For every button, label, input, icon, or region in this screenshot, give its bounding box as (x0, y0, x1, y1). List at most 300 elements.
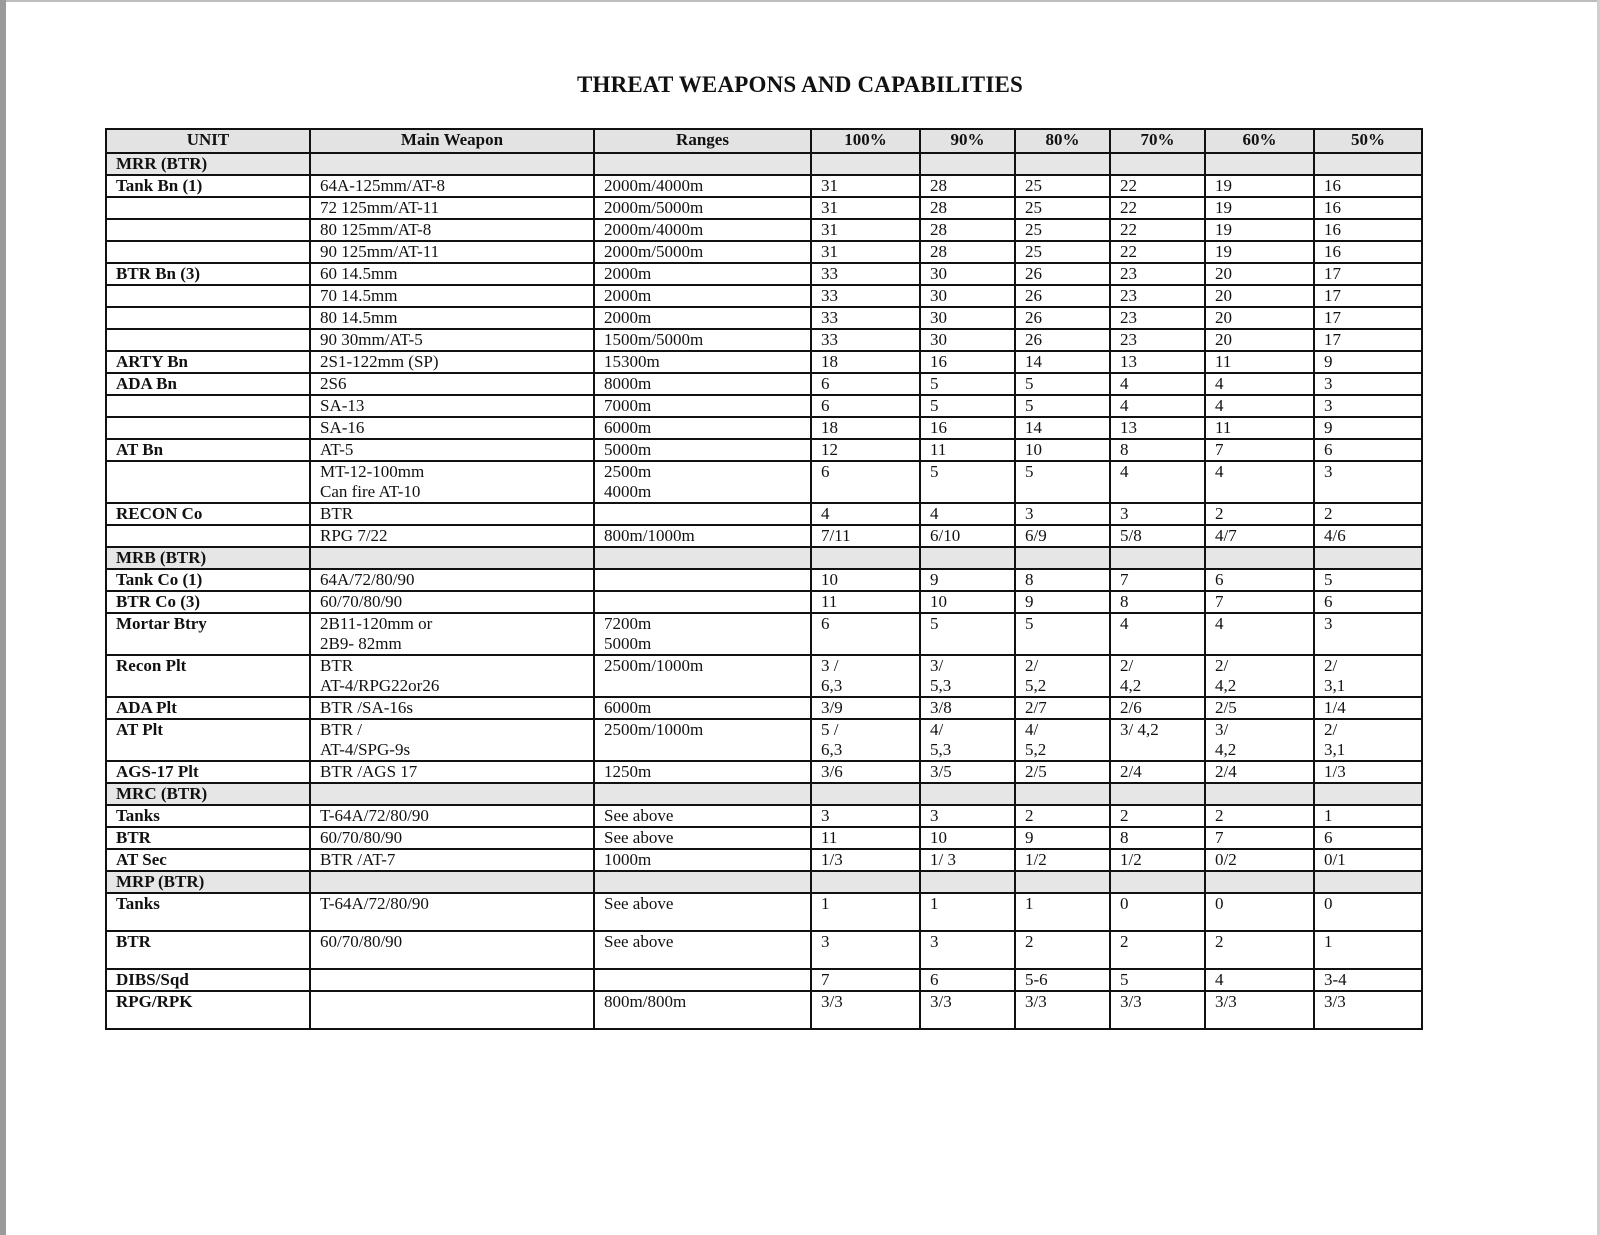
value-cell-line: 3,1 (1324, 676, 1346, 695)
value-cell (1110, 893, 1205, 931)
value-cell (1205, 827, 1314, 849)
range-cell-line: 2500m (604, 462, 652, 481)
range-cell-line: 2000m/4000m (604, 220, 704, 239)
value-cell-line: 2/4 (1120, 762, 1142, 781)
section-row (106, 871, 1422, 893)
range-cell (594, 525, 811, 547)
value-cell-line: 31 (821, 198, 838, 217)
value-cell (1015, 417, 1110, 439)
weapon-cell (310, 655, 594, 697)
value-cell-line: 16 (1324, 242, 1341, 261)
value-cell-line: 8 (1120, 828, 1129, 847)
value-cell-line: 23 (1120, 286, 1137, 305)
value-cell (1205, 991, 1314, 1029)
value-cell (1205, 655, 1314, 697)
weapon-cell-line: 2B9- 82mm (320, 634, 402, 653)
section-empty-cell (920, 783, 1015, 805)
page-title: THREAT WEAPONS AND CAPABILITIES (576, 72, 1024, 97)
value-cell-line: 4/7 (1215, 526, 1237, 545)
value-cell-line: 16 (1324, 198, 1341, 217)
unit-cell (106, 241, 310, 263)
range-cell (594, 503, 811, 525)
range-cell-line: 2000m (604, 308, 652, 327)
value-cell-line: 4 (1120, 614, 1129, 633)
value-cell-line: 5,3 (930, 740, 952, 759)
weapon-cell-line: MT-12-100mm (320, 462, 425, 481)
value-cell-line: 4 (930, 504, 939, 523)
unit-cell: DIBS/Sqd (106, 969, 310, 991)
value-cell (920, 175, 1015, 197)
value-cell-line: 4 (1215, 970, 1224, 989)
weapon-cell (310, 439, 594, 461)
value-cell (1015, 241, 1110, 263)
table-row (106, 849, 1422, 871)
value-cell (811, 351, 920, 373)
range-cell (594, 969, 811, 991)
value-cell (1110, 761, 1205, 783)
value-cell-line: 22 (1120, 198, 1137, 217)
range-cell (594, 329, 811, 351)
value-cell (811, 655, 920, 697)
value-cell-line: 9 (1025, 828, 1034, 847)
value-cell (1110, 417, 1205, 439)
value-cell-line: 17 (1324, 330, 1341, 349)
unit-cell: AGS-17 Plt (106, 761, 310, 783)
section-empty-cell (594, 547, 811, 569)
value-cell (1110, 849, 1205, 871)
weapon-cell-line: 60/70/80/90 (320, 828, 403, 847)
range-cell-line: 2000m (604, 286, 652, 305)
value-cell-line: 31 (821, 242, 838, 261)
value-cell-line: 17 (1324, 264, 1341, 283)
weapon-cell (310, 697, 594, 719)
value-cell-line: 3 (1324, 374, 1333, 393)
section-empty-cell (1110, 871, 1205, 893)
value-cell (1205, 719, 1314, 761)
range-cell-line: See above (604, 932, 674, 951)
value-cell-line: 7 (1215, 828, 1224, 847)
weapon-cell (310, 805, 594, 827)
value-cell-line: 0/2 (1215, 850, 1237, 869)
value-cell-line: 6 (930, 970, 939, 989)
value-cell-line: 18 (821, 352, 838, 371)
value-cell-line: 4 (1120, 374, 1129, 393)
value-cell-line: 2/ (1120, 656, 1134, 675)
value-cell (811, 931, 920, 969)
table-row (106, 241, 1422, 263)
range-cell-line: 1000m (604, 850, 652, 869)
value-cell (920, 719, 1015, 761)
value-cell (1015, 849, 1110, 871)
weapon-cell-line: AT-4/SPG-9s (320, 740, 411, 759)
value-cell-line: 19 (1215, 176, 1232, 195)
value-cell (1110, 569, 1205, 591)
value-cell-line: 23 (1120, 264, 1137, 283)
value-cell-line: 0 (1324, 894, 1333, 913)
value-cell-line: 2/6 (1120, 698, 1142, 717)
value-cell (1015, 461, 1110, 503)
value-cell (1110, 827, 1205, 849)
range-cell-line: 800m/800m (604, 992, 687, 1011)
table-row (106, 197, 1422, 219)
range-cell (594, 175, 811, 197)
value-cell (1205, 761, 1314, 783)
section-empty-cell (594, 871, 811, 893)
value-cell (920, 219, 1015, 241)
section-empty-cell (1314, 153, 1422, 175)
weapon-cell-line: SA-16 (320, 418, 365, 437)
value-cell-line: 26 (1025, 264, 1042, 283)
section-empty-cell (1314, 783, 1422, 805)
range-cell-line: 2000m/5000m (604, 198, 704, 217)
weapon-cell-line: T-64A/72/80/90 (320, 806, 429, 825)
value-cell-line: 1/3 (1324, 762, 1346, 781)
value-cell-line: 11 (1215, 418, 1232, 437)
table-row (106, 827, 1422, 849)
unit-cell: Tank Bn (1) (106, 175, 310, 197)
table-row (106, 613, 1422, 655)
value-cell (1205, 417, 1314, 439)
weapon-cell-line: Can fire AT-10 (320, 482, 421, 501)
weapon-cell (310, 525, 594, 547)
range-cell-line: 7000m (604, 396, 652, 415)
value-cell (811, 197, 920, 219)
table-row (106, 719, 1422, 761)
value-cell-line: 17 (1324, 286, 1341, 305)
weapon-cell-line: BTR (320, 656, 354, 675)
unit-cell: ADA Plt (106, 697, 310, 719)
value-cell (1205, 285, 1314, 307)
table-row (106, 591, 1422, 613)
value-cell-line: 7 (1215, 440, 1224, 459)
range-cell-line: 6000m (604, 698, 652, 717)
value-cell-line: 4/ (930, 720, 944, 739)
unit-cell: Tanks (106, 893, 310, 931)
section-empty-cell (310, 783, 594, 805)
value-cell-line: 23 (1120, 308, 1137, 327)
value-cell-line: 28 (930, 176, 947, 195)
value-cell-line: 10 (821, 570, 838, 589)
value-cell (1110, 613, 1205, 655)
range-cell (594, 655, 811, 697)
value-cell-line: 25 (1025, 220, 1042, 239)
value-cell-line: 28 (930, 220, 947, 239)
value-cell-line: 3/8 (930, 698, 952, 717)
value-cell-line: 5/8 (1120, 526, 1142, 545)
value-cell (811, 285, 920, 307)
value-cell (1110, 241, 1205, 263)
value-cell (1015, 591, 1110, 613)
unit-cell: RPG/RPK (106, 991, 310, 1029)
value-cell (1314, 329, 1422, 351)
unit-cell (106, 417, 310, 439)
value-cell (1314, 719, 1422, 761)
value-cell-line: 6 (821, 614, 830, 633)
value-cell (1015, 329, 1110, 351)
value-cell (1205, 175, 1314, 197)
value-cell-line: 5,3 (930, 676, 952, 695)
value-cell-line: 8 (1120, 440, 1129, 459)
value-cell (811, 591, 920, 613)
value-cell (920, 439, 1015, 461)
value-cell (1205, 351, 1314, 373)
value-cell (920, 525, 1015, 547)
unit-cell (106, 329, 310, 351)
value-cell-line: 11 (1215, 352, 1232, 371)
value-cell (1110, 329, 1205, 351)
value-cell-line: 3/3 (1215, 992, 1237, 1011)
table-row (106, 655, 1422, 697)
range-cell-line: 1250m (604, 762, 652, 781)
table-row (106, 569, 1422, 591)
weapon-cell (310, 175, 594, 197)
weapon-cell (310, 329, 594, 351)
value-cell (1110, 969, 1205, 991)
value-cell (1110, 591, 1205, 613)
value-cell-line: 3 (1324, 614, 1333, 633)
value-cell-line: 2 (1025, 806, 1034, 825)
value-cell (1205, 307, 1314, 329)
weapon-cell-line: 2S1-122mm (SP) (320, 352, 439, 371)
value-cell (920, 969, 1015, 991)
unit-cell: BTR Bn (3) (106, 263, 310, 285)
range-cell-line: 5000m (604, 634, 652, 653)
value-cell-line: 5 (1025, 614, 1034, 633)
value-cell (811, 525, 920, 547)
unit-cell: AT Sec (106, 849, 310, 871)
weapon-cell (310, 893, 594, 931)
value-cell-line: 2/ (1025, 656, 1039, 675)
weapon-cell-line: 2B11-120mm or (320, 614, 433, 633)
value-cell (920, 417, 1015, 439)
value-cell-line: 9 (1324, 352, 1333, 371)
value-cell-line: 3 (821, 806, 830, 825)
value-cell-line: 20 (1215, 264, 1232, 283)
section-empty-cell (811, 547, 920, 569)
value-cell-line: 2/4 (1215, 762, 1237, 781)
header-main-weapon: Main Weapon (310, 129, 594, 153)
value-cell (811, 613, 920, 655)
value-cell-line: 2/ (1324, 720, 1338, 739)
value-cell-line: 5 (930, 374, 939, 393)
value-cell-line: 19 (1215, 220, 1232, 239)
unit-cell (106, 285, 310, 307)
section-label: MRC (BTR) (106, 783, 310, 805)
value-cell-line: 4 (821, 504, 830, 523)
value-cell-line: 6,3 (821, 676, 843, 695)
value-cell (1314, 525, 1422, 547)
value-cell (1015, 263, 1110, 285)
value-cell (1205, 503, 1314, 525)
value-cell (1015, 373, 1110, 395)
weapon-cell-line: BTR /SA-16s (320, 698, 414, 717)
value-cell-line: 3/5 (930, 762, 952, 781)
value-cell-line: 5,2 (1025, 676, 1047, 695)
value-cell-line: 3/ (930, 656, 944, 675)
value-cell-line: 19 (1215, 242, 1232, 261)
value-cell-line: 3,1 (1324, 740, 1346, 759)
weapon-cell-line: T-64A/72/80/90 (320, 894, 429, 913)
value-cell (811, 395, 920, 417)
value-cell-line: 3 (821, 932, 830, 951)
value-cell (920, 263, 1015, 285)
range-cell-line: 2000m/5000m (604, 242, 704, 261)
weapon-cell (310, 197, 594, 219)
value-cell-line: 5 (930, 396, 939, 415)
value-cell-line: 3/3 (1025, 992, 1047, 1011)
value-cell-line: 3-4 (1324, 970, 1347, 989)
value-cell (1110, 991, 1205, 1029)
value-cell (811, 761, 920, 783)
value-cell (1110, 307, 1205, 329)
weapon-cell-line: 64A-125mm/AT-8 (320, 176, 445, 195)
table-row (106, 697, 1422, 719)
value-cell-line: 9 (1025, 592, 1034, 611)
weapon-cell-line: 80 14.5mm (320, 308, 398, 327)
value-cell (811, 439, 920, 461)
value-cell (1314, 761, 1422, 783)
value-cell-line: 3/3 (930, 992, 952, 1011)
value-cell-line: 4/6 (1324, 526, 1346, 545)
value-cell (1015, 969, 1110, 991)
value-cell-line: 31 (821, 220, 838, 239)
table-row (106, 263, 1422, 285)
table-row (106, 461, 1422, 503)
table-row (106, 175, 1422, 197)
weapon-cell-line: AT-5 (320, 440, 354, 459)
value-cell-line: 5 (1025, 396, 1034, 415)
table-row (106, 525, 1422, 547)
range-cell-line: 4000m (604, 482, 652, 501)
section-empty-cell (310, 871, 594, 893)
value-cell-line: 6 (821, 396, 830, 415)
value-cell-line: 22 (1120, 220, 1137, 239)
range-cell (594, 439, 811, 461)
unit-cell: AT Bn (106, 439, 310, 461)
section-row (106, 153, 1422, 175)
value-cell-line: 1/2 (1025, 850, 1047, 869)
value-cell (811, 219, 920, 241)
range-cell (594, 893, 811, 931)
value-cell (1205, 805, 1314, 827)
value-cell (811, 175, 920, 197)
range-cell-line: 2500m/1000m (604, 656, 704, 675)
range-cell (594, 931, 811, 969)
range-cell (594, 351, 811, 373)
value-cell-line: 3/3 (821, 992, 843, 1011)
section-empty-cell (920, 547, 1015, 569)
value-cell (1314, 569, 1422, 591)
range-cell (594, 285, 811, 307)
section-empty-cell (1314, 871, 1422, 893)
value-cell (1015, 439, 1110, 461)
range-cell-line: 5000m (604, 440, 652, 459)
section-empty-cell (1110, 783, 1205, 805)
value-cell-line: 5-6 (1025, 970, 1048, 989)
value-cell (920, 373, 1015, 395)
value-cell (1110, 439, 1205, 461)
value-cell (1314, 805, 1422, 827)
value-cell-line: 3/3 (1120, 992, 1142, 1011)
value-cell (1205, 197, 1314, 219)
value-cell (920, 805, 1015, 827)
value-cell (1110, 461, 1205, 503)
value-cell-line: 2/5 (1215, 698, 1237, 717)
value-cell (920, 329, 1015, 351)
value-cell (1015, 395, 1110, 417)
range-cell (594, 991, 811, 1029)
value-cell (1205, 969, 1314, 991)
value-cell-line: 7/11 (821, 526, 851, 545)
value-cell-line: 16 (930, 352, 947, 371)
value-cell (920, 461, 1015, 503)
threat-table (105, 128, 1423, 1030)
value-cell-line: 14 (1025, 418, 1042, 437)
range-cell (594, 219, 811, 241)
unit-cell: Tanks (106, 805, 310, 827)
section-empty-cell (1205, 783, 1314, 805)
value-cell-line: 2 (1120, 932, 1129, 951)
value-cell-line: 0 (1215, 894, 1224, 913)
range-cell-line: See above (604, 894, 674, 913)
value-cell-line: 4/ (1025, 720, 1039, 739)
value-cell-line: 6/10 (930, 526, 961, 545)
range-cell (594, 569, 811, 591)
unit-cell (106, 461, 310, 503)
value-cell-line: 2 (1215, 504, 1224, 523)
value-cell (811, 719, 920, 761)
weapon-cell (310, 969, 594, 991)
unit-cell: RECON Co (106, 503, 310, 525)
table-row (106, 991, 1422, 1029)
value-cell (1015, 175, 1110, 197)
table-row (106, 395, 1422, 417)
value-cell-line: 2/ (1324, 656, 1338, 675)
value-cell-line: 16 (1324, 176, 1341, 195)
value-cell-line: 0/1 (1324, 850, 1346, 869)
value-cell-line: 5 (930, 614, 939, 633)
value-cell (920, 827, 1015, 849)
unit-cell: AT Plt (106, 719, 310, 761)
value-cell (1205, 395, 1314, 417)
value-cell-line: 1 (1324, 806, 1333, 825)
range-cell (594, 373, 811, 395)
value-cell-line: 13 (1120, 352, 1137, 371)
value-cell (920, 285, 1015, 307)
section-empty-cell (1015, 547, 1110, 569)
value-cell (1314, 827, 1422, 849)
value-cell (1314, 351, 1422, 373)
value-cell (1205, 263, 1314, 285)
value-cell-line: 2 (1120, 806, 1129, 825)
value-cell (1314, 969, 1422, 991)
range-cell-line: 15300m (604, 352, 660, 371)
value-cell-line: 4 (1120, 396, 1129, 415)
value-cell-line: 28 (930, 198, 947, 217)
weapon-cell (310, 461, 594, 503)
value-cell (920, 241, 1015, 263)
value-cell-line: 20 (1215, 286, 1232, 305)
value-cell-line: 30 (930, 308, 947, 327)
weapon-cell (310, 285, 594, 307)
weapon-cell (310, 991, 594, 1029)
table-row (106, 761, 1422, 783)
value-cell (1015, 991, 1110, 1029)
range-cell (594, 805, 811, 827)
value-cell-line: 28 (930, 242, 947, 261)
section-empty-cell (1015, 153, 1110, 175)
table-header-row (106, 129, 1422, 153)
